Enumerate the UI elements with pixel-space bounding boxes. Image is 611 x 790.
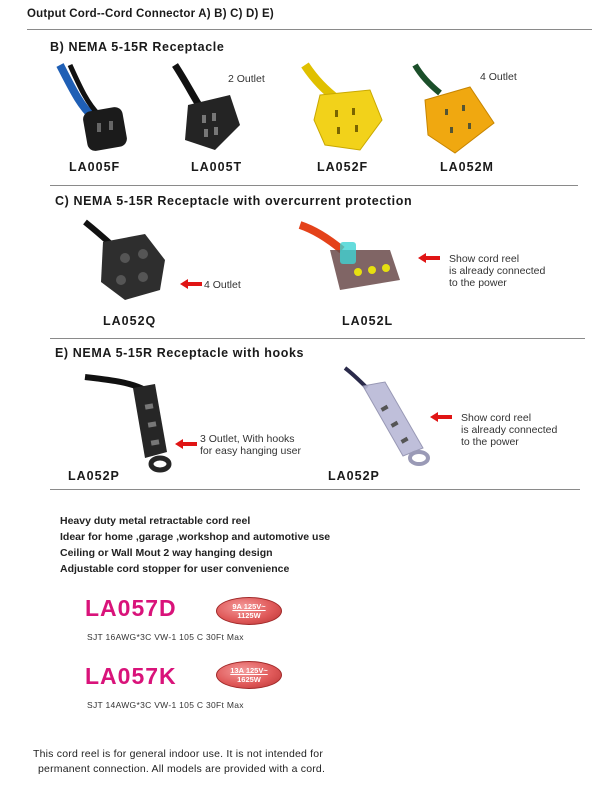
footer-line: This cord reel is for general indoor use. It is not intended for xyxy=(33,748,324,760)
arrow-left-icon xyxy=(418,253,440,263)
page-header: Output Cord--Cord Connector A) B) C) D) E) xyxy=(27,8,274,20)
feature-item: Heavy duty metal retractable cord reel xyxy=(60,515,251,527)
arrow-left-icon xyxy=(175,439,197,449)
la052m-note: 4 Outlet xyxy=(480,71,517,83)
model-name-la057k: LA057K xyxy=(85,663,177,689)
product-code-la052p-hook: LA052P xyxy=(68,469,120,483)
product-code-la005f: LA005F xyxy=(69,160,121,174)
la052l-connector-image xyxy=(300,220,410,305)
footer-disclaimer xyxy=(33,747,325,777)
rating-badge-line: 1125W xyxy=(237,611,261,620)
la052p-clear-note xyxy=(461,412,557,448)
la052p-clear-note-line: is already connected xyxy=(461,424,558,436)
rating-badge-line: 13A 125V~ xyxy=(230,666,268,675)
la052p-hook-note-line: for easy hanging user xyxy=(200,445,301,457)
la005f-connector-image xyxy=(55,65,135,155)
la005t-note: 2 Outlet xyxy=(228,73,265,85)
header-divider xyxy=(27,29,592,30)
section-e-divider xyxy=(50,489,580,490)
section-c-title: C) NEMA 5-15R Receptacle with overcurrent protection xyxy=(55,194,413,208)
la052f-connector-image xyxy=(300,65,390,155)
section-c-divider xyxy=(50,338,585,339)
la052l-note-line: Show cord reel xyxy=(449,253,520,265)
feature-item: Ceiling or Wall Mout 2 way hanging design xyxy=(60,547,273,559)
product-code-la052f: LA052F xyxy=(317,160,369,174)
la052p-hook-image xyxy=(85,372,175,472)
product-code-la052m: LA052M xyxy=(440,160,494,174)
la052p-hook-note-line: 3 Outlet, With hooks xyxy=(200,433,295,445)
product-code-la052l: LA052L xyxy=(342,314,394,328)
section-b-divider xyxy=(50,185,578,186)
la052p-clear-note-line: Show cord reel xyxy=(461,412,532,424)
arrow-left-icon xyxy=(180,279,202,289)
section-b-title: B) NEMA 5-15R Receptacle xyxy=(50,40,225,54)
rating-badge-la057k xyxy=(216,661,282,689)
model-spec-la057k: SJT 14AWG*3C VW-1 105 C 30Ft Max xyxy=(87,700,244,710)
la052l-note-line: is already connected xyxy=(449,265,546,277)
section-e-title: E) NEMA 5-15R Receptacle with hooks xyxy=(55,346,305,360)
rating-badge-la057d xyxy=(216,597,282,625)
footer-line: permanent connection. All models are provided with a cord. xyxy=(38,763,326,775)
feature-item: Idear for home ,garage ,workshop and automotive use xyxy=(60,531,331,543)
la052l-note xyxy=(449,253,545,289)
rating-badge-line: 9A 125V~ xyxy=(232,602,266,611)
product-code-la052p-clear: LA052P xyxy=(328,469,380,483)
product-code-la052q: LA052Q xyxy=(103,314,157,328)
product-code-la005t: LA005T xyxy=(191,160,243,174)
la052q-note: 4 Outlet xyxy=(204,279,241,291)
la052q-connector-image xyxy=(85,222,185,307)
model-spec-la057d: SJT 16AWG*3C VW-1 105 C 30Ft Max xyxy=(87,632,244,642)
la052p-clear-note-line: to the power xyxy=(461,436,519,448)
feature-item: Adjustable cord stopper for user convenience xyxy=(60,563,290,575)
arrow-left-icon xyxy=(430,412,452,422)
rating-badge-line: 1625W xyxy=(237,675,261,684)
la052l-note-line: to the power xyxy=(449,277,507,289)
model-name-la057d: LA057D xyxy=(85,595,177,621)
la052p-hook-note xyxy=(200,433,301,457)
feature-list xyxy=(60,513,330,577)
